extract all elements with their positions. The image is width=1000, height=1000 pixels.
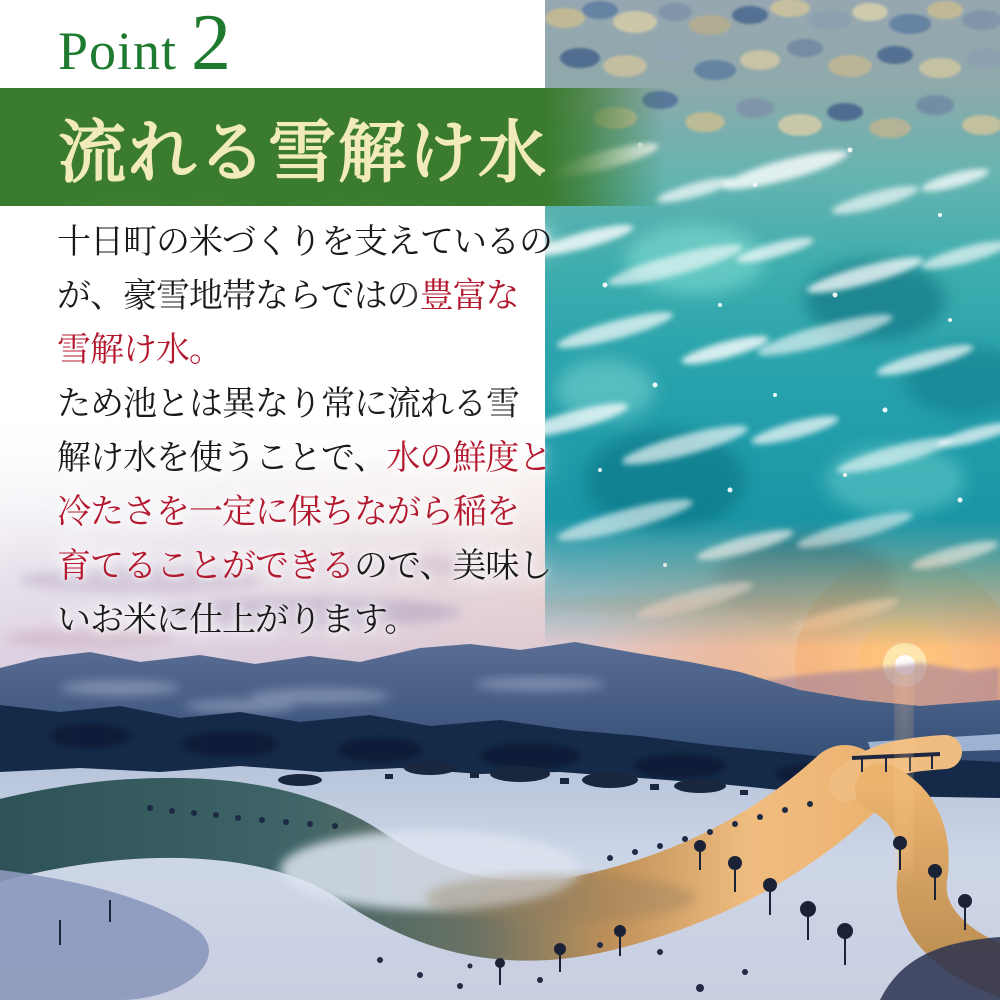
body-segment-emphasis: 育てることができる [57,548,354,585]
body-segment-emphasis: 雪解け水。 [57,332,222,369]
body-line [57,486,617,540]
section-title-banner [0,88,666,206]
body-line [57,432,617,486]
body-line [57,324,617,378]
body-segment: 十日町の米づくりを支えているの [57,224,552,261]
body-line [57,378,617,432]
body-segment: いお米に仕上がります。 [57,602,418,639]
body-segment: ので、美味し [354,548,552,585]
body-text [57,216,617,648]
point-header [58,0,232,87]
body-line [57,270,617,324]
body-line [57,216,617,270]
body-segment: ため池とは異なり常に流れる雪 [57,386,519,423]
body-segment: 解け水を使うことで、 [57,440,387,477]
body-segment-emphasis: 冷たさを一定に保ちながら稲を [57,494,519,531]
section-title: 流れる雪解け水 [58,114,549,191]
body-segment-emphasis: 豊富な [419,278,519,315]
point-number: 2 [191,0,232,87]
point-label: Point [58,21,178,81]
body-line [57,594,617,648]
body-line [57,540,617,594]
body-segment: が、豪雪地帯ならではの [57,278,420,315]
body-segment-emphasis: 水の鮮度と [386,440,552,477]
